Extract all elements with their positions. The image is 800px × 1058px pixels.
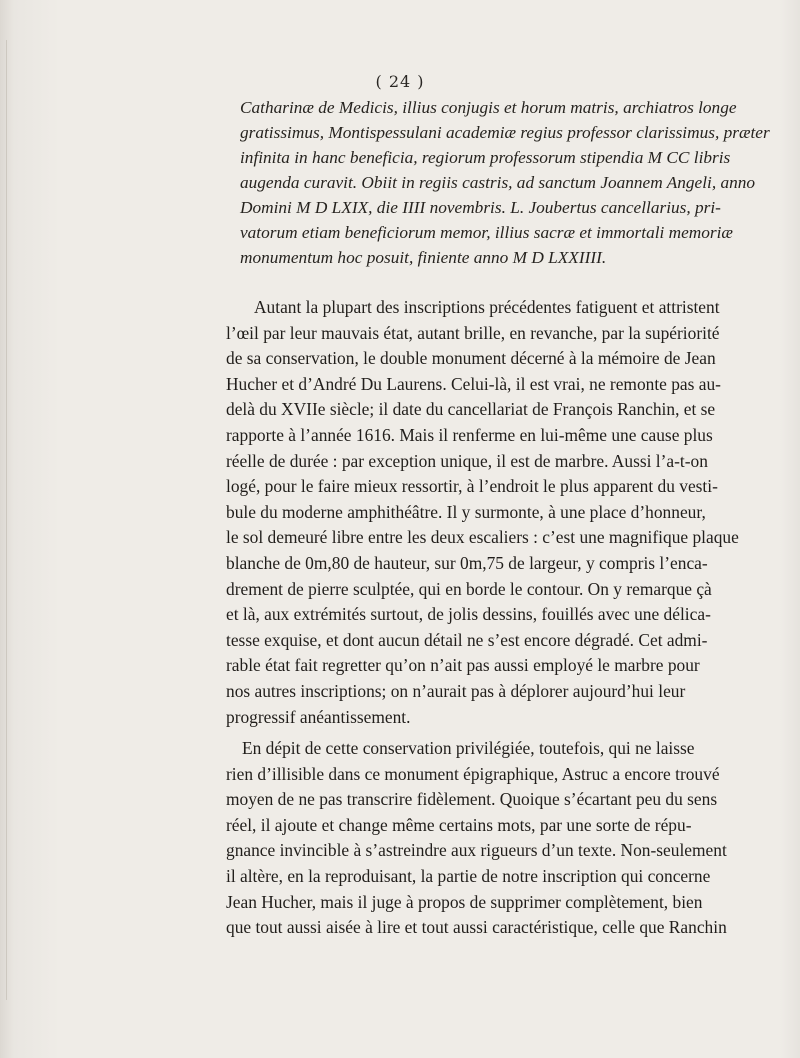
text-line: delà du XVIIe siècle; il date du cancellariat de François Ranchin, et se <box>226 399 716 420</box>
paragraph-1 <box>226 295 766 730</box>
text-line: moyen de ne pas transcrire fidèlement. Quoique s’écartant peu du sens <box>226 789 718 810</box>
text-line: rable état fait regretter qu’on n’ait pas aussi employé le marbre pour <box>226 655 700 676</box>
text-line: le sol demeuré libre entre les deux escaliers : c’est une magnifique plaque <box>226 527 739 548</box>
text-line: gnance invincible à s’astreindre aux rigueurs d’un texte. Non-seulement <box>226 840 727 861</box>
latin-inscription <box>240 95 770 270</box>
text-line: rapporte à l’année 1616. Mais il renferme en lui-même une cause plus <box>226 424 713 445</box>
latin-line: Catharinæ de Medicis, illius conjugis et horum matris, archiatros longe <box>240 98 737 117</box>
text-line: réel, il ajoute et change même certains mots, par une sorte de répu- <box>226 814 692 835</box>
text-line: tesse exquise, et dont aucun détail ne s’est encore dégradé. Cet admi- <box>226 629 708 650</box>
text-line: rien d’illisible dans ce monument épigraphique, Astruc a encore trouvé <box>226 763 720 784</box>
text-line: nos autres inscriptions; on n’aurait pas à déplorer aujourd’hui leur <box>226 680 686 701</box>
text-line: que tout aussi aisée à lire et tout aussi caractéristique, celle que Ranchin <box>226 917 727 938</box>
text-line: blanche de 0m,80 de hauteur, sur 0m,75 de largeur, y compris l’enca- <box>226 552 708 573</box>
paragraph-2 <box>226 736 766 941</box>
text-line: Jean Hucher, mais il juge à propos de supprimer complètement, bien <box>226 891 703 912</box>
text-line: bule du moderne amphithéâtre. Il y surmonte, à une place d’honneur, <box>226 501 706 522</box>
text-line: drement de pierre sculptée, qui en borde le contour. On y remarque çà <box>226 578 712 599</box>
text-line: logé, pour le faire mieux ressortir, à l’endroit le plus apparent du vesti- <box>226 476 718 497</box>
body-text <box>226 295 766 941</box>
binding-edge <box>6 40 7 1000</box>
text-line: En dépit de cette conservation privilégiée, toutefois, qui ne laisse <box>242 738 695 759</box>
latin-line: Domini M D LXIX, die IIII novembris. L. Joubertus cancellarius, pri- <box>240 198 721 217</box>
text-line: progressif anéantissement. <box>226 706 411 727</box>
text-line: réelle de durée : par exception unique, il est de marbre. Aussi l’a-t-on <box>226 450 708 471</box>
latin-line: monumentum hoc posuit, finiente anno M D LXXIIII. <box>240 248 607 267</box>
text-line: Hucher et d’André Du Laurens. Celui-là, il est vrai, ne remonte pas au- <box>226 373 721 394</box>
latin-line: vatorum etiam beneficiorum memor, illius sacræ et immortali memoriæ <box>240 223 733 242</box>
text-line: l’œil par leur mauvais état, autant brille, en revanche, par la supériorité <box>226 322 720 343</box>
latin-line: augenda curavit. Obiit in regiis castris, ad sanctum Joannem Angeli, anno <box>240 173 756 192</box>
page-number: ( 24 ) <box>375 72 425 91</box>
text-line: de sa conservation, le double monument décerné à la mémoire de Jean <box>226 348 716 369</box>
text-line: Autant la plupart des inscriptions précédentes fatiguent et attristent <box>254 297 720 317</box>
latin-line: gratissimus, Montispessulani academiæ regius professor clarissimus, præter <box>240 123 770 142</box>
text-line: il altère, en la reproduisant, la partie de notre inscription qui concerne <box>226 866 711 887</box>
latin-line: infinita in hanc beneficia, regiorum professorum stipendia M CC libris <box>240 148 731 167</box>
text-line: et là, aux extrémités surtout, de jolis dessins, fouillés avec une délica- <box>226 604 711 625</box>
